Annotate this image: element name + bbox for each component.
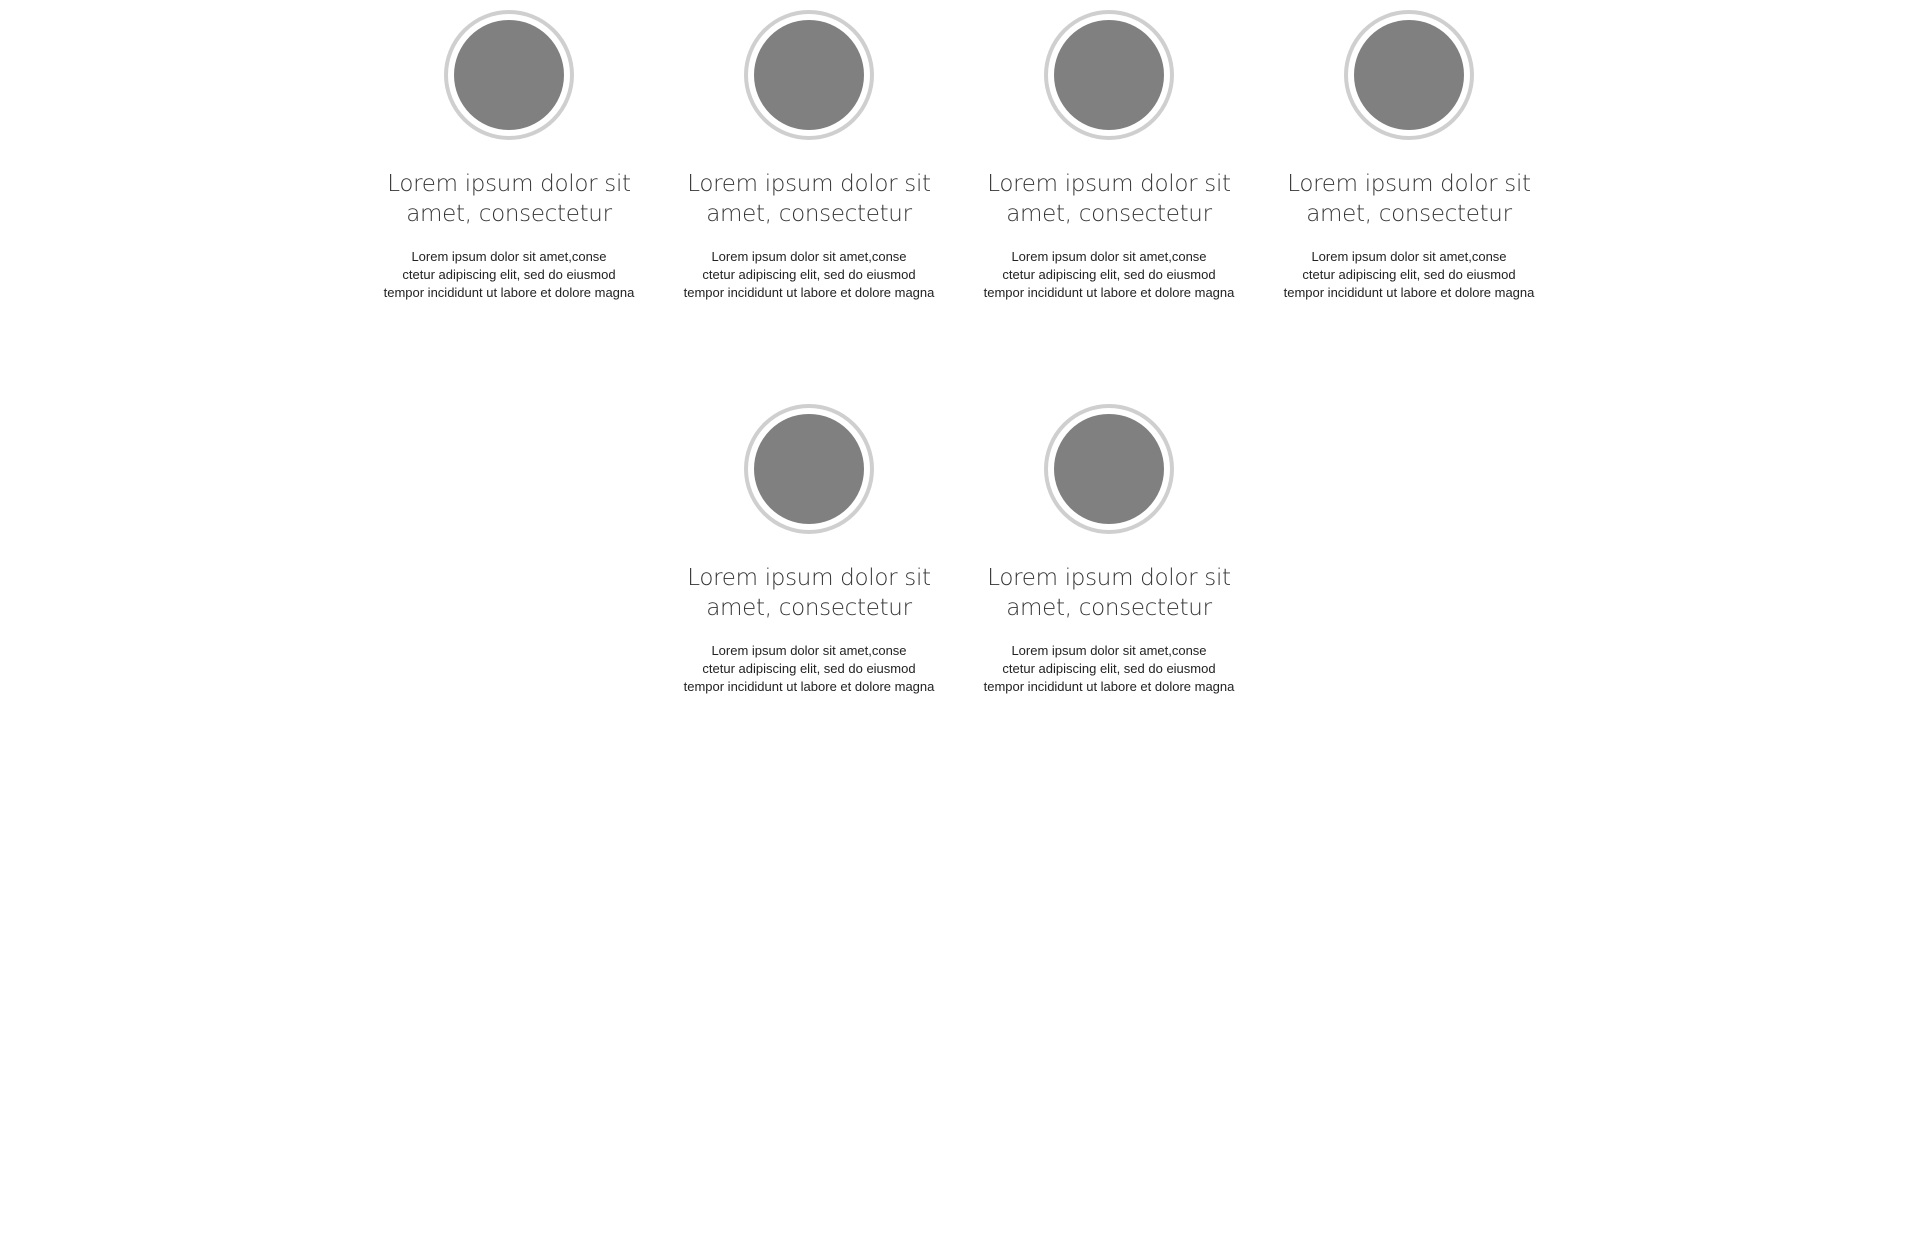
card-title-line: Lorem ipsum dolor sit bbox=[387, 171, 631, 197]
card-title-line: Lorem ipsum dolor sit bbox=[987, 171, 1231, 197]
feature-grid bbox=[359, 0, 1559, 788]
card-description bbox=[664, 642, 954, 696]
card-title bbox=[669, 169, 949, 229]
card-description-line: ctetur adipiscing elit, sed do eiusmod bbox=[702, 661, 916, 676]
feature-card bbox=[959, 0, 1259, 394]
card-title bbox=[669, 563, 949, 623]
card-description-line: ctetur adipiscing elit, sed do eiusmod bbox=[1302, 267, 1516, 282]
feature-card bbox=[659, 394, 959, 788]
card-title-line: Lorem ipsum dolor sit bbox=[1287, 171, 1531, 197]
card-title bbox=[969, 169, 1249, 229]
card-title-line: amet, consectetur bbox=[1306, 201, 1512, 227]
card-description-line: tempor incididunt ut labore et dolore magna bbox=[1283, 285, 1535, 300]
avatar-placeholder-icon bbox=[1054, 20, 1164, 130]
avatar-ring bbox=[744, 10, 874, 140]
card-description bbox=[364, 248, 654, 302]
card-description bbox=[1264, 248, 1554, 302]
card-description-line: ctetur adipiscing elit, sed do eiusmod bbox=[1002, 267, 1216, 282]
avatar-placeholder-icon bbox=[754, 20, 864, 130]
avatar-placeholder-icon bbox=[1354, 20, 1464, 130]
card-description-line: Lorem ipsum dolor sit amet,conse bbox=[411, 249, 607, 264]
card-description bbox=[964, 642, 1254, 696]
card-title-line: Lorem ipsum dolor sit bbox=[687, 171, 931, 197]
avatar-ring bbox=[744, 404, 874, 534]
card-description-line: tempor incididunt ut labore et dolore magna bbox=[983, 679, 1235, 694]
feature-card bbox=[959, 394, 1259, 788]
feature-card bbox=[359, 0, 659, 394]
card-description-line: tempor incididunt ut labore et dolore magna bbox=[983, 285, 1235, 300]
card-title bbox=[1269, 169, 1549, 229]
feature-card bbox=[1259, 0, 1559, 394]
card-title-line: amet, consectetur bbox=[706, 201, 912, 227]
avatar-placeholder-icon bbox=[1054, 414, 1164, 524]
avatar-ring bbox=[1044, 404, 1174, 534]
card-description-line: tempor incididunt ut labore et dolore magna bbox=[383, 285, 635, 300]
avatar-ring bbox=[1344, 10, 1474, 140]
card-description bbox=[964, 248, 1254, 302]
avatar-ring bbox=[1044, 10, 1174, 140]
card-description bbox=[664, 248, 954, 302]
card-title-line: amet, consectetur bbox=[1006, 595, 1212, 621]
card-description-line: ctetur adipiscing elit, sed do eiusmod bbox=[702, 267, 916, 282]
card-description-line: tempor incididunt ut labore et dolore magna bbox=[683, 679, 935, 694]
card-title-line: Lorem ipsum dolor sit bbox=[987, 565, 1231, 591]
card-description-line: ctetur adipiscing elit, sed do eiusmod bbox=[1002, 661, 1216, 676]
card-title-line: amet, consectetur bbox=[406, 201, 612, 227]
avatar-placeholder-icon bbox=[754, 414, 864, 524]
card-title-line: amet, consectetur bbox=[706, 595, 912, 621]
card-description-line: Lorem ipsum dolor sit amet,conse bbox=[1311, 249, 1507, 264]
card-title bbox=[369, 169, 649, 229]
avatar-placeholder-icon bbox=[454, 20, 564, 130]
card-description-line: ctetur adipiscing elit, sed do eiusmod bbox=[402, 267, 616, 282]
card-title bbox=[969, 563, 1249, 623]
card-title-line: Lorem ipsum dolor sit bbox=[687, 565, 931, 591]
card-description-line: Lorem ipsum dolor sit amet,conse bbox=[711, 643, 907, 658]
card-description-line: tempor incididunt ut labore et dolore magna bbox=[683, 285, 935, 300]
card-description-line: Lorem ipsum dolor sit amet,conse bbox=[1011, 249, 1207, 264]
card-title-line: amet, consectetur bbox=[1006, 201, 1212, 227]
card-description-line: Lorem ipsum dolor sit amet,conse bbox=[1011, 643, 1207, 658]
card-description-line: Lorem ipsum dolor sit amet,conse bbox=[711, 249, 907, 264]
avatar-ring bbox=[444, 10, 574, 140]
feature-card bbox=[659, 0, 959, 394]
